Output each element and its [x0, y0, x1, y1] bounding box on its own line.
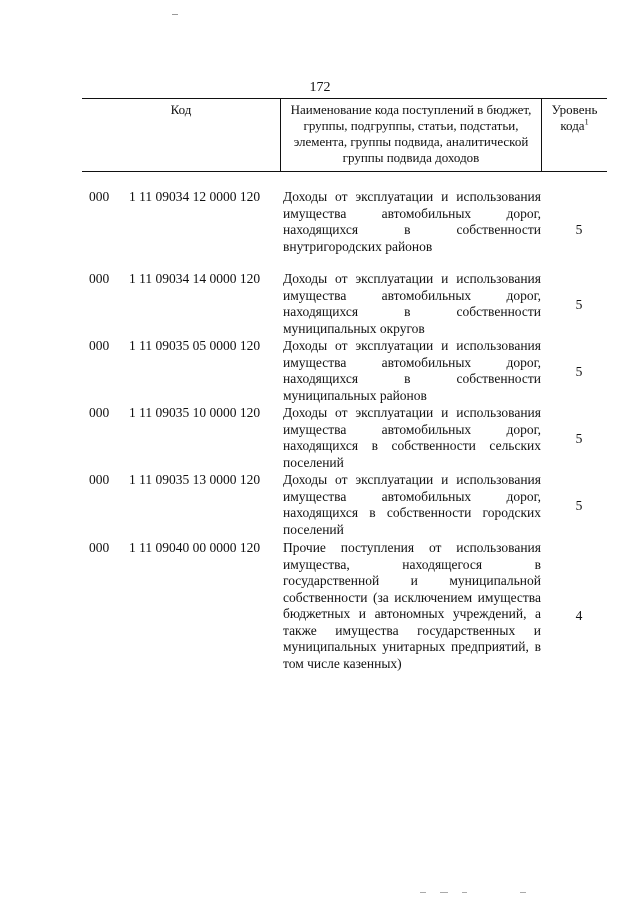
row-prefix: 000 [89, 189, 110, 204]
table-row [82, 271, 607, 337]
row-level: 5 [575, 364, 583, 379]
header-code: Код [170, 102, 192, 117]
row-code: 1 11 09040 00 0000 120 [129, 540, 261, 555]
row-level: 4 [575, 608, 583, 623]
row-code: 1 11 09035 13 0000 120 [129, 472, 261, 487]
header-name: Наименование кода поступлений в бюджет, группы, подгруппы, статьи, подстатьи, элемента, группы подвида, аналитической группы подвида доходов [280, 99, 542, 171]
row-prefix: 000 [89, 472, 110, 487]
row-name: Доходы от эксплуатации и использования имущества автомобильных дорог, находящихся в собственности муниципальных округов [283, 271, 541, 336]
row-prefix: 000 [89, 338, 110, 353]
table-row [82, 405, 607, 471]
table-row [82, 338, 607, 404]
header-level-footnote: 1 [584, 117, 589, 127]
table-row [82, 189, 607, 271]
row-level: 5 [575, 431, 583, 446]
page-number: 172 [309, 80, 331, 95]
table-header [82, 98, 607, 172]
row-level: 5 [575, 498, 583, 513]
row-name: Доходы от эксплуатации и использования имущества автомобильных дорог, находящихся в собственности городских поселений [283, 472, 541, 537]
row-code: 1 11 09034 14 0000 120 [129, 271, 261, 286]
row-code: 1 11 09035 10 0000 120 [129, 405, 261, 420]
row-name: Доходы от эксплуатации и использования имущества автомобильных дорог, находящихся в собственности внутригородских районов [283, 189, 541, 254]
row-name: Прочие поступления от использования имущества, находящегося в государственной и муниципальной собственности (за исключением имущества бюджетных и автономных учреждений, а также имущества государственных и муниципальных унитарных предприятий, в том числе казенных) [283, 540, 541, 671]
row-level: 5 [575, 297, 583, 312]
scan-artifact [172, 14, 178, 15]
row-name: Доходы от эксплуатации и использования имущества автомобильных дорог, находящихся в собственности муниципальных районов [283, 338, 541, 403]
row-prefix: 000 [89, 271, 110, 286]
row-prefix: 000 [89, 405, 110, 420]
row-code: 1 11 09035 05 0000 120 [129, 338, 261, 353]
row-code: 1 11 09034 12 0000 120 [129, 189, 261, 204]
header-level-label: Уровень кода [551, 102, 598, 133]
row-level: 5 [575, 222, 583, 237]
header-level [542, 99, 607, 171]
table-row [82, 540, 607, 692]
table-row [82, 472, 607, 538]
row-prefix: 000 [89, 540, 110, 555]
row-name: Доходы от эксплуатации и использования имущества автомобильных дорог, находящихся в собственности сельских поселений [283, 405, 541, 470]
